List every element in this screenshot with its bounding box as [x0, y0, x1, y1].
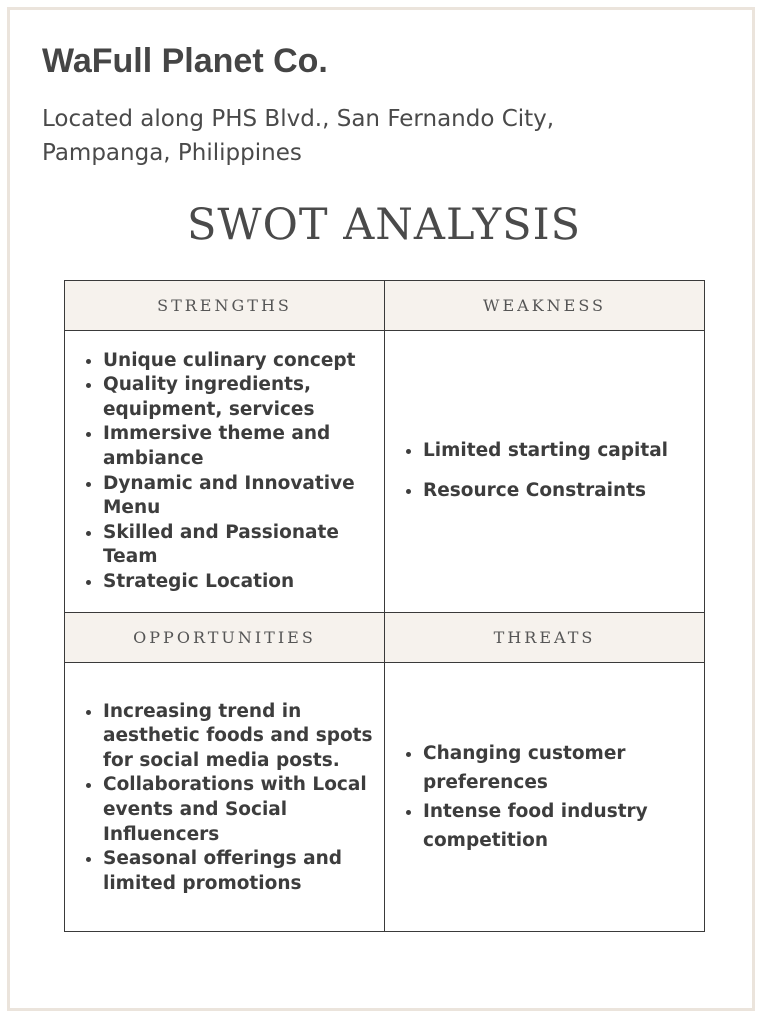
weakness-list	[385, 439, 668, 518]
list-item: • Limited starting capital	[423, 439, 668, 464]
grid-divider-vertical	[384, 281, 385, 931]
list-item: • Changing customer preferences	[423, 739, 704, 797]
company-address: Located along PHS Blvd., San Fernando City, Pampanga, Philippines	[42, 106, 555, 166]
list-item: • Resource Constraints	[423, 479, 668, 504]
weakness-cell	[385, 331, 704, 612]
opportunities-list	[65, 700, 384, 897]
list-item: • Intense food industry competition	[423, 797, 704, 855]
list-item: • Dynamic and Innovative Menu	[103, 472, 384, 521]
threats-header: THREATS	[385, 612, 704, 663]
list-item: • Quality ingredients, equipment, services	[103, 373, 384, 422]
threats-list	[385, 739, 704, 855]
swot-title: SWOT ANALYSIS	[186, 200, 582, 250]
threats-cell	[385, 663, 704, 931]
list-item: • Collaborations with Local events and Social Influencers	[103, 773, 384, 847]
opportunities-header: OPPORTUNITIES	[65, 612, 384, 663]
list-item: • Skilled and Passionate Team	[103, 521, 384, 570]
strengths-cell	[65, 331, 384, 612]
company-name: WaFull Planet Co.	[42, 42, 328, 80]
strengths-list	[65, 349, 384, 595]
list-item: • Immersive theme and ambiance	[103, 422, 384, 471]
swot-grid	[64, 280, 705, 932]
opportunities-cell	[65, 663, 384, 931]
strengths-header: STRENGTHS	[65, 281, 384, 331]
list-item: • Strategic Location	[103, 570, 384, 595]
list-item: • Increasing trend in aesthetic foods and spots for social media posts.	[103, 700, 384, 774]
list-item: • Seasonal offerings and limited promotions	[103, 847, 384, 896]
list-item: • Unique culinary concept	[103, 349, 384, 374]
weakness-header: WEAKNESS	[385, 281, 704, 331]
